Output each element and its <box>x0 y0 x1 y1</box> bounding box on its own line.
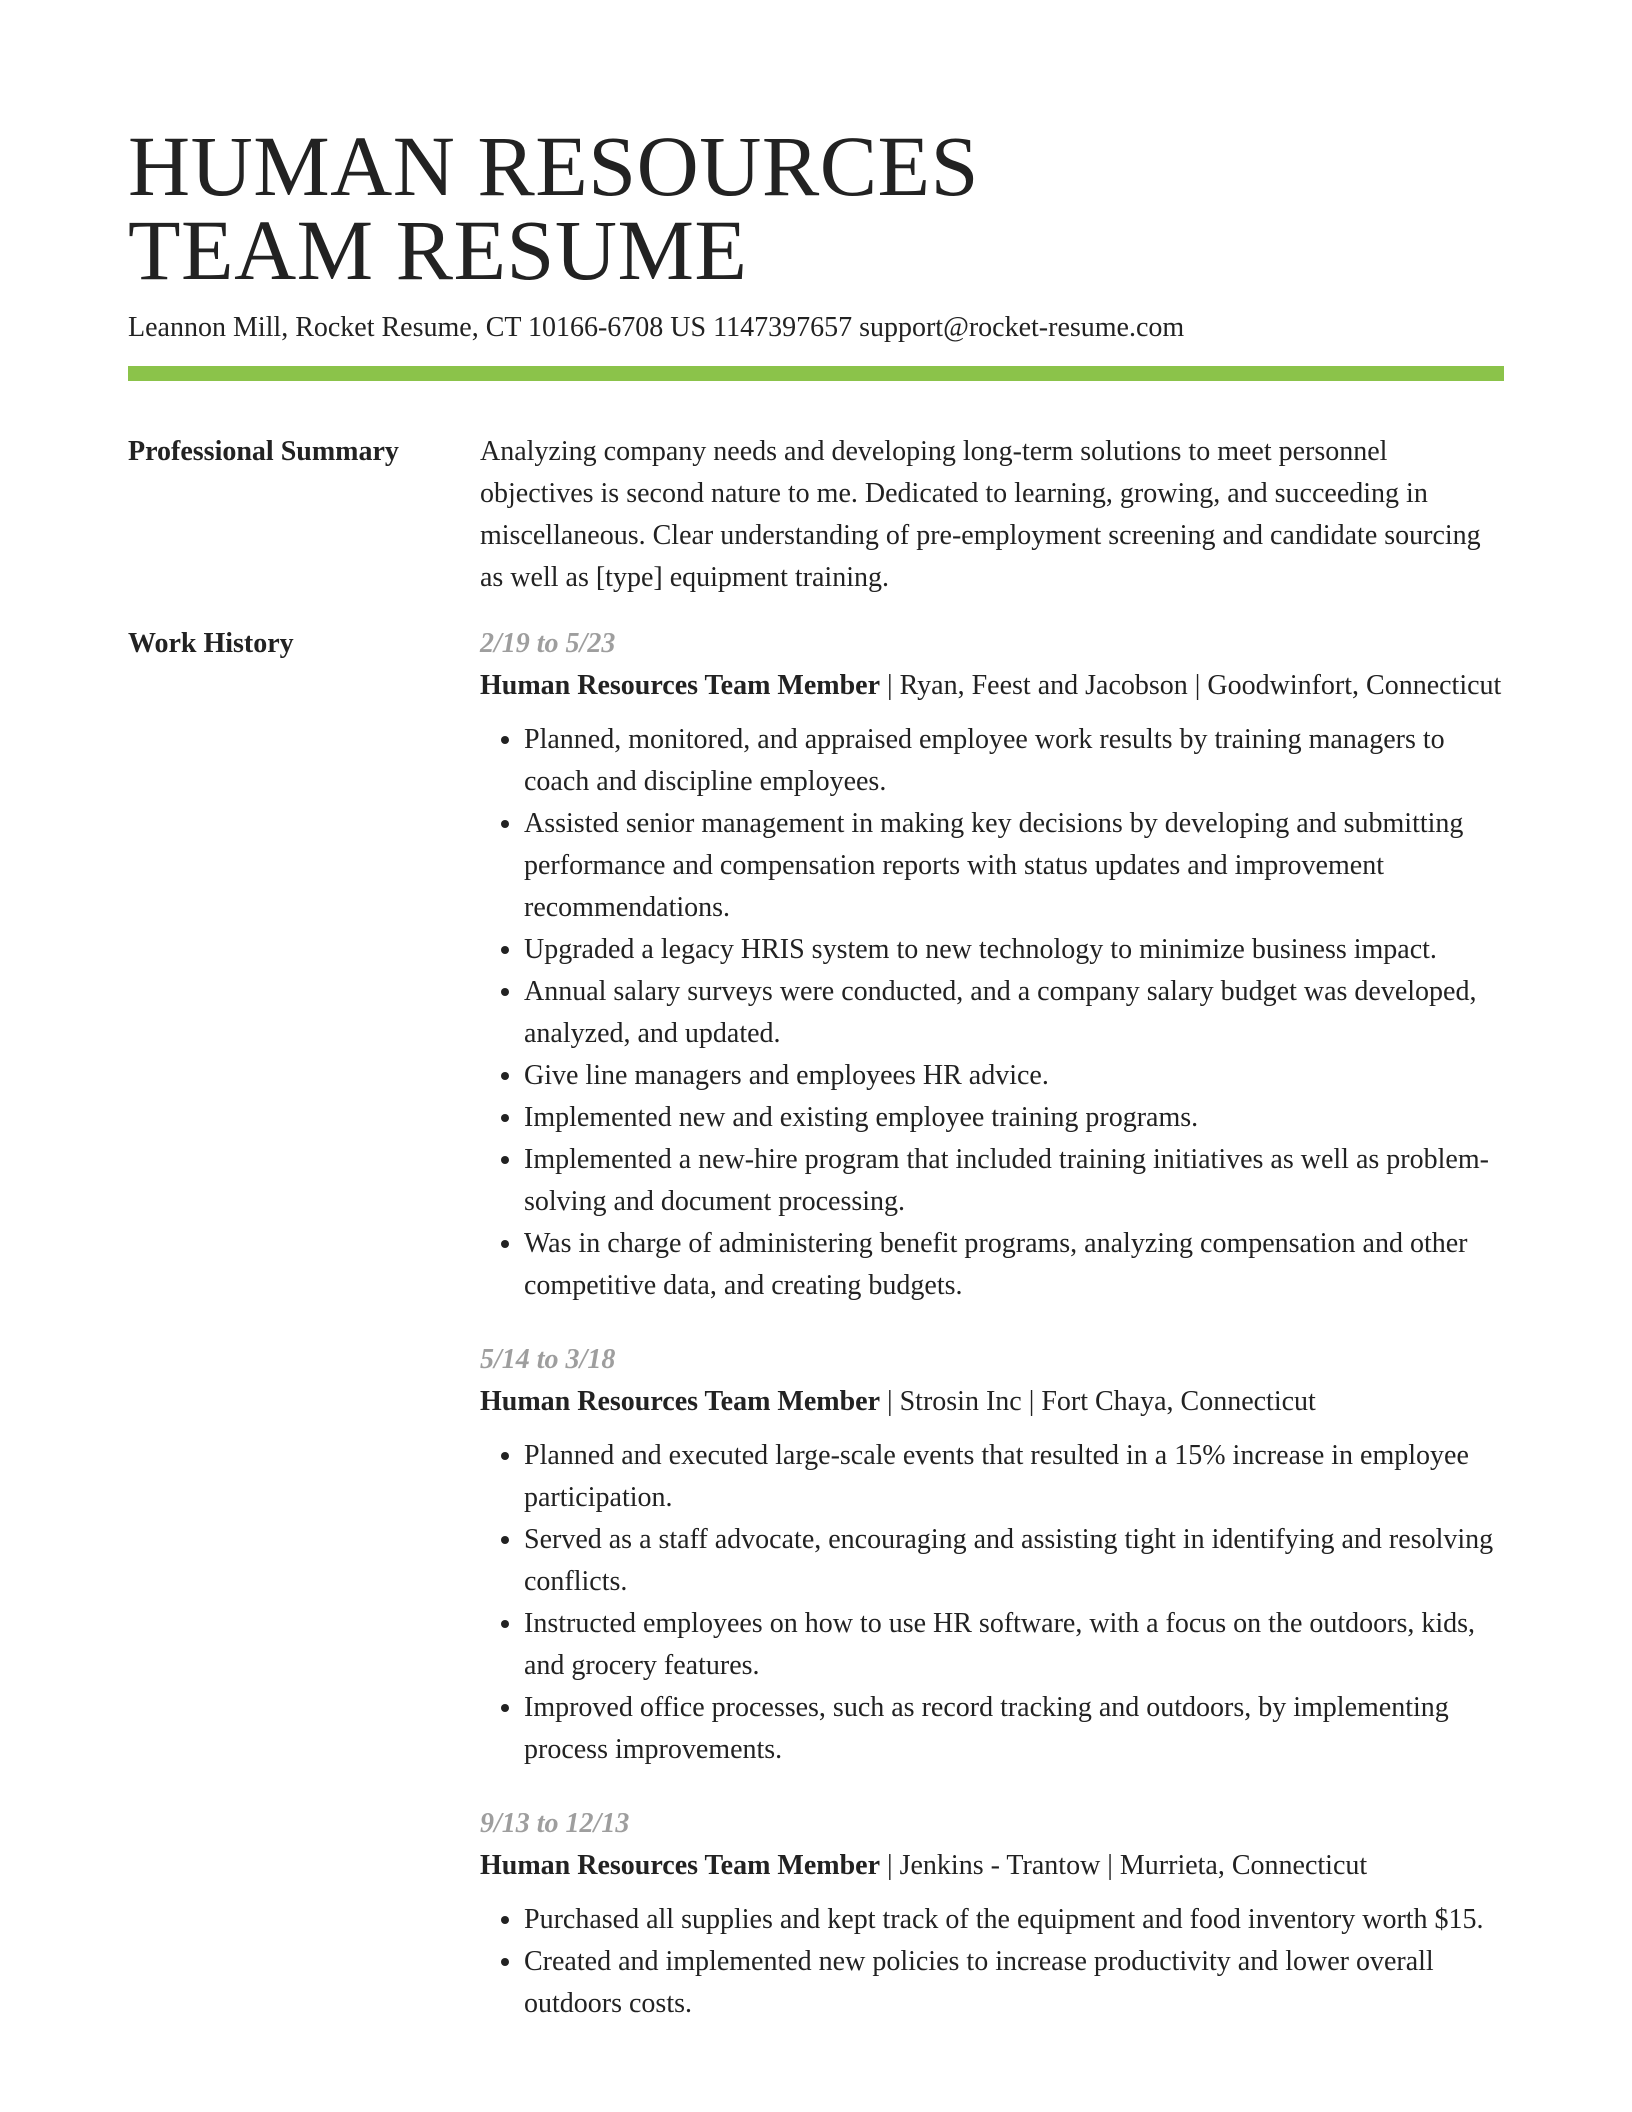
section-label-summary: Professional Summary <box>128 436 399 467</box>
job-details: | Strosin Inc | Fort Chaya, Connecticut <box>880 1386 1316 1417</box>
job-heading <box>480 1845 1504 1887</box>
title-line-2: TEAM RESUME <box>128 202 748 298</box>
job-bullet: • Created and implemented new policies to increase productivity and lower overall outdoors costs. <box>524 1941 1504 2025</box>
job-bullet: • Served as a staff advocate, encouraging and assisting tight in identifying and resolving conflicts. <box>524 1519 1504 1603</box>
job-entry <box>480 623 1504 1307</box>
job-dates: 9/13 to 12/13 <box>480 1808 630 1839</box>
job-bullets <box>480 1899 1504 2025</box>
job-details: | Jenkins - Trantow | Murrieta, Connecticut <box>880 1850 1368 1881</box>
work-history-list <box>480 623 1504 2057</box>
job-title: Human Resources Team Member <box>480 670 880 701</box>
job-title: Human Resources Team Member <box>480 1850 880 1881</box>
section-label-work-history: Work History <box>128 628 294 659</box>
job-bullet: • Instructed employees on how to use HR software, with a focus on the outdoors, kids, and grocery features. <box>524 1603 1504 1687</box>
job-bullet: • Implemented new and existing employee training programs. <box>524 1097 1504 1139</box>
job-entry <box>480 1803 1504 2025</box>
job-bullet: • Upgraded a legacy HRIS system to new technology to minimize business impact. <box>524 929 1504 971</box>
job-bullets <box>480 1435 1504 1771</box>
contact-info: Leannon Mill, Rocket Resume, CT 10166-6708 US 1147397657 support@rocket-resume.com <box>128 312 1185 343</box>
job-bullet: • Purchased all supplies and kept track of the equipment and food inventory worth $15. <box>524 1899 1504 1941</box>
job-dates: 2/19 to 5/23 <box>480 628 616 659</box>
job-details: | Ryan, Feest and Jacobson | Goodwinfort, Connecticut <box>880 670 1502 701</box>
summary-text: Analyzing company needs and developing long-term solutions to meet personnel objectives is second nature to me. Dedicated to learning, growing, and succeeding in miscellaneous. Clear understanding of pre-employment screening and candidate sourcing as well as [type] equipment training. <box>480 436 1481 593</box>
accent-divider <box>128 366 1504 381</box>
job-bullet: • Implemented a new-hire program that included training initiatives as well as problem-solving and document processing. <box>524 1139 1504 1223</box>
job-heading <box>480 665 1504 707</box>
job-bullet: • Improved office processes, such as record tracking and outdoors, by implementing process improvements. <box>524 1687 1504 1771</box>
job-bullet: • Assisted senior management in making key decisions by developing and submitting performance and compensation reports with status updates and improvement recommendations. <box>524 803 1504 929</box>
job-bullet: • Planned, monitored, and appraised employee work results by training managers to coach and discipline employees. <box>524 719 1504 803</box>
resume-title <box>128 118 1504 298</box>
job-title: Human Resources Team Member <box>480 1386 880 1417</box>
job-bullet: • Give line managers and employees HR advice. <box>524 1055 1504 1097</box>
job-heading <box>480 1381 1504 1423</box>
job-bullets <box>480 719 1504 1307</box>
job-bullet: • Planned and executed large-scale events that resulted in a 15% increase in employee participation. <box>524 1435 1504 1519</box>
resume-page <box>128 118 1504 2057</box>
job-bullet: • Annual salary surveys were conducted, and a company salary budget was developed, analyzed, and updated. <box>524 971 1504 1055</box>
job-bullet: • Was in charge of administering benefit programs, analyzing compensation and other competitive data, and creating budgets. <box>524 1223 1504 1307</box>
work-history-section <box>128 623 1504 2057</box>
professional-summary-section <box>128 431 1504 599</box>
job-entry <box>480 1339 1504 1771</box>
title-line-1: HUMAN RESOURCES <box>128 118 979 214</box>
job-dates: 5/14 to 3/18 <box>480 1344 616 1375</box>
